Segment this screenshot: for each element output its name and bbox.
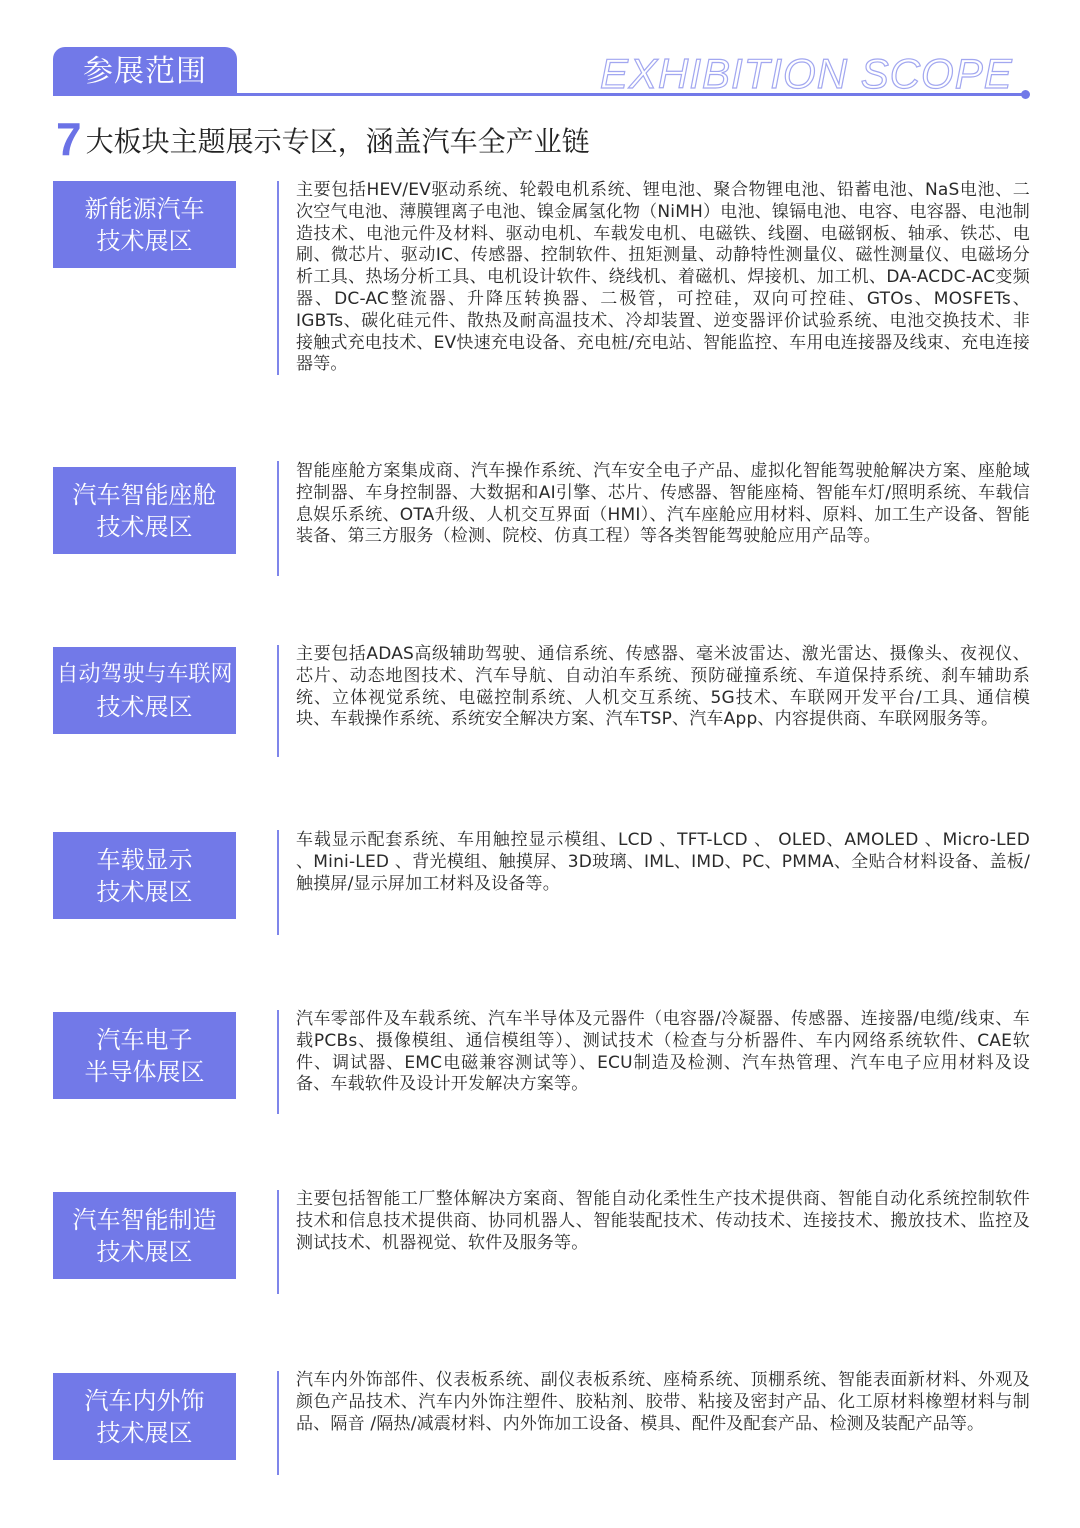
section-label-line1: 新能源汽车: [84, 194, 205, 223]
section-label-interior-exterior: [53, 1373, 236, 1460]
section-description: 主要包括智能工厂整体解决方案商、智能自动化柔性生产技术提供商、智能自动化系统控制软件技术和信息技术提供商、协同机器人、智能装配技术、传动技术、连接技术、搬放技术、监控及测试技术、机器视觉、软件及服务等。: [296, 1189, 1030, 1253]
section-label-vehicle-display: [53, 832, 236, 919]
section-rule: [277, 181, 279, 375]
section-label-line2: 半导体展区: [84, 1057, 205, 1086]
section-description: 汽车零部件及车载系统、汽车半导体及元器件（电容器/冷凝器、传感器、连接器/电缆/线束、车载PCBs、摄像模组、通信模组等）、测试技术（检查与分析器件、车内网络系统软件、CAE软件、调试器、EMC电磁兼容测试等）、ECU制造及检测、汽车热管理、汽车电子应用材料及设备、车载软件及设计开发解决方案等。: [296, 1009, 1030, 1095]
section-description: 汽车内外饰部件、仪表板系统、副仪表板系统、座椅系统、顶棚系统、智能表面新材料、外观及颜色产品技术、汽车内外饰注塑件、胶粘剂、胶带、粘接及密封产品、化工原材料橡塑材料与制品、隔音 /隔热/减震材料、内外饰加工设备、模具、配件及配套产品、检测及装配产品等。: [296, 1370, 1030, 1434]
section-label-line1: 自动驾驶与车联网: [56, 661, 233, 687]
section-label-line2: 技术展区: [96, 512, 193, 541]
section-label-smart-cockpit: [53, 467, 236, 554]
section-description: 主要包括HEV/EV驱动系统、轮毂电机系统、锂电池、聚合物锂电池、铅蓄电池、NaS电池、二次空气电池、薄膜锂离子电池、镍金属氢化物（NiMH）电池、镍镉电池、电容、电容器、电池制造技术、电池元件及材料、驱动电机、车载发电机、电磁铁、线圈、电磁钢板、轴承、铁芯、电刷、微芯片、驱动IC、传感器、控制软件、扭矩测量、动静特性测量仪、磁性测量仪、电磁场分析工具、热场分析工具、电机设计软件、绕线机、着磁机、焊接机、加工机、DA-ACDC-AC变频器、DC-AC整流器、升降压转换器、二极管，可控硅，双向可控硅、GTOs、MOSFETs、IGBTs、碳化硅元件、散热及耐高温技术、冷却装置、逆变器评价试验系统、电池交换技术、非接触式充电技术、EV快速充电设备、充电桩/充电站、智能监控、车用电连接器及线束、充电连接器等。: [296, 180, 1030, 375]
subtitle-number: 7: [56, 113, 82, 165]
subtitle: [56, 112, 590, 165]
page-title: 参展范围: [83, 54, 207, 89]
section-rule: [277, 1010, 279, 1114]
section-label-auto-electronics: [53, 1012, 236, 1099]
section-label-autonomous-driving: [53, 647, 236, 734]
section-label-line2: 技术展区: [96, 877, 193, 906]
section-description: 车载显示配套系统、车用触控显示模组、LCD 、TFT-LCD 、 OLED、AMOLED 、Micro-LED 、Mini-LED 、背光模组、触摸屏、3D玻璃、IML、IMD、PC、PMMA、全贴合材料设备、盖板/触摸屏/显示屏加工材料及设备等。: [296, 830, 1030, 894]
section-rule: [277, 1190, 279, 1294]
header-divider-dot: [1021, 90, 1030, 99]
section-rule: [277, 1371, 279, 1475]
section-label-line1: 汽车内外饰: [84, 1386, 205, 1415]
section-label-line2: 技术展区: [96, 1418, 193, 1447]
section-title-tab: [53, 47, 237, 96]
section-label-new-energy: [53, 181, 236, 268]
section-description: 主要包括ADAS高级辅助驾驶、通信系统、传感器、毫米波雷达、激光雷达、摄像头、夜视仪、芯片、动态地图技术、汽车导航、自动泊车系统、预防碰撞系统、车道保持系统、刹车辅助系统、立体视觉系统、电磁控制系统、人机交互系统、5G技术、车联网开发平台/工具、通信模块、车载操作系统、系统安全解决方案、汽车TSP、汽车App、内容提供商、车联网服务等。: [296, 644, 1030, 730]
section-label-line2: 技术展区: [96, 226, 193, 255]
section-rule: [277, 645, 279, 757]
section-label-line1: 车载显示: [96, 845, 193, 874]
section-label-smart-manufacturing: [53, 1192, 236, 1279]
subtitle-text: 大板块主题展示专区，涵盖汽车全产业链: [85, 125, 590, 158]
section-label-line1: 汽车智能座舱: [72, 480, 217, 509]
section-label-line1: 汽车电子: [96, 1025, 193, 1054]
section-rule: [277, 461, 279, 576]
section-label-line2: 技术展区: [96, 1237, 193, 1266]
section-description: 智能座舱方案集成商、汽车操作系统、汽车安全电子产品、虚拟化智能驾驶舱解决方案、座舱域控制器、车身控制器、大数据和AI引擎、芯片、传感器、智能座椅、智能车灯/照明系统、车载信息娱乐系统、OTA升级、人机交互界面（HMI）、汽车座舱应用材料、原料、加工生产设备、智能装备、第三方服务（检测、院校、仿真工程）等各类智能驾驶舱应用产品等。: [296, 461, 1030, 547]
section-label-line2: 技术展区: [96, 692, 193, 721]
section-rule: [277, 830, 279, 935]
section-label-line1: 汽车智能制造: [72, 1205, 217, 1234]
page-title-english: EXHIBITION SCOPE: [600, 50, 1013, 97]
